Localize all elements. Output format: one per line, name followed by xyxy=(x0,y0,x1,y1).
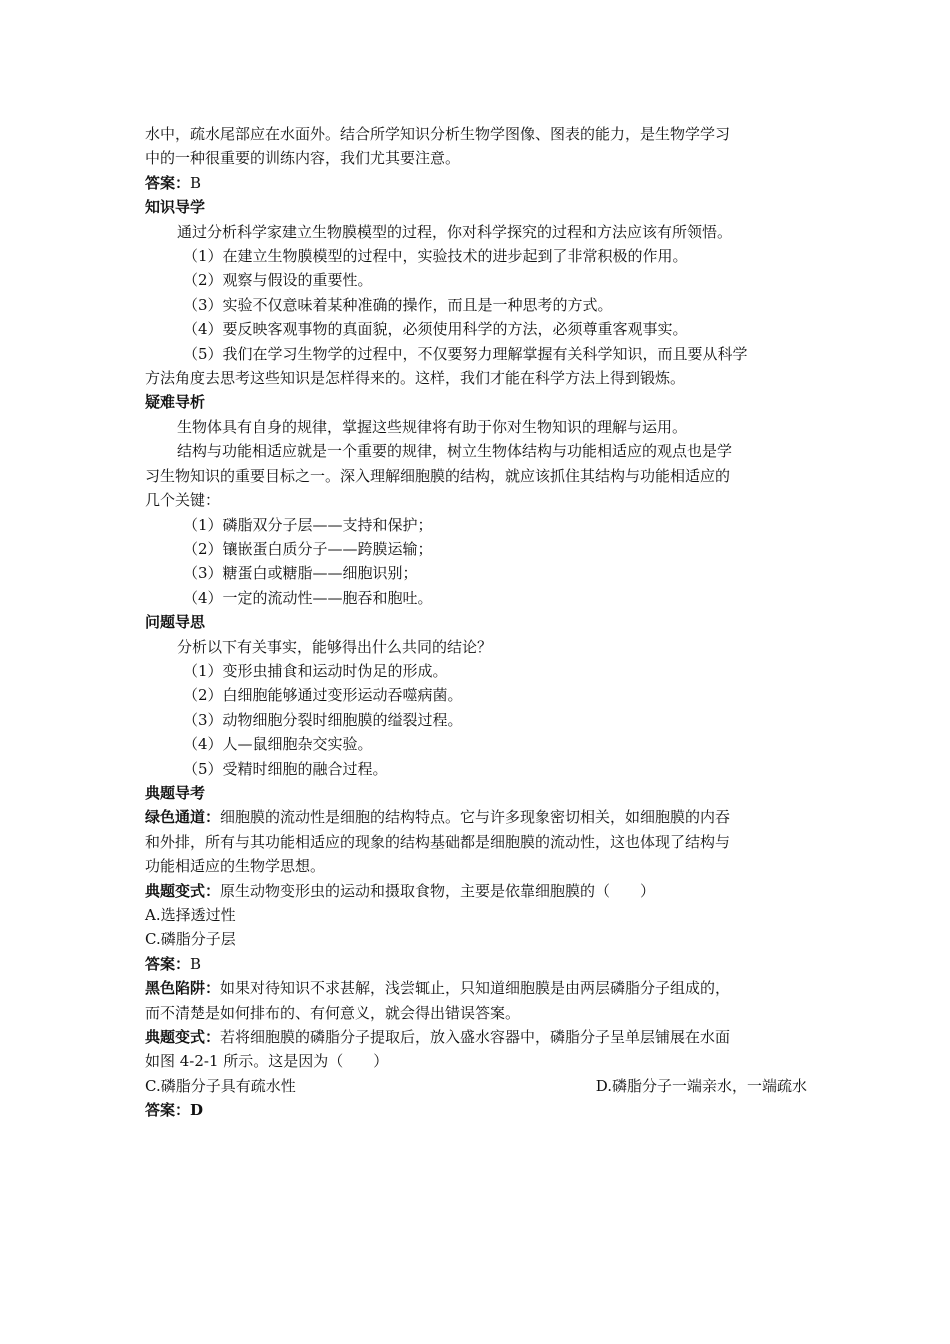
black-trap-text: 如果对待知识不求甚解，浅尝辄止，只知道细胞膜是由两层磷脂分子组成的， xyxy=(220,979,731,998)
variant-label: 典题变式： xyxy=(145,881,221,900)
black-trap-line-1 xyxy=(145,976,807,1000)
variant-text: 原生动物变形虫的运动和摄取食物，主要是依靠细胞膜的（ ） xyxy=(220,881,656,900)
question-item: （5）受精时细胞的融合过程。 xyxy=(183,759,388,778)
knowledge-item-continuation: 方法角度去思考这些知识是怎样得来的。这样，我们才能在科学方法上得到锻炼。 xyxy=(145,369,686,388)
intro-line-1: 水中，疏水尾部应在水面外。结合所学知识分析生物学图像、图表的能力，是生物学学习 xyxy=(145,125,731,143)
options-row xyxy=(145,1074,807,1098)
question-item: （1）变形虫捕食和运动时伪足的形成。 xyxy=(183,661,448,680)
question-item: （4）人—鼠细胞杂交实验。 xyxy=(183,735,373,754)
option-c: C.磷脂分子层 xyxy=(145,930,236,949)
green-channel-line-3: 功能相适应的生物学思想。 xyxy=(145,857,326,876)
variant-1-answer xyxy=(145,952,807,976)
green-channel-label: 绿色通道： xyxy=(145,808,221,827)
difficulty-item: （1）磷脂双分子层——支持和保护； xyxy=(183,515,433,534)
document-page xyxy=(145,122,807,1123)
green-channel-line-2: 和外排，所有与其功能相适应的现象的结构基础都是细胞膜的流动性，这也体现了结构与 xyxy=(145,832,731,851)
green-channel-text: 细胞膜的流动性是细胞的结构特点。它与许多现象密切相关，如细胞膜的内吞 xyxy=(220,808,731,827)
intro-line-2: 中的一种很重要的训练内容，我们尤其要注意。 xyxy=(145,149,461,168)
intro-answer xyxy=(145,171,807,195)
knowledge-item: （5）我们在学习生物学的过程中，不仅要努力理解掌握有关科学知识，而且要从科学 xyxy=(183,344,748,363)
question-item: （3）动物细胞分裂时细胞膜的缢裂过程。 xyxy=(183,710,463,729)
variant-label: 典题变式： xyxy=(145,1028,221,1047)
black-trap-line-2: 而不清楚是如何排布的、有何意义，就会得出错误答案。 xyxy=(145,1003,521,1022)
variant-question-2-line-2: 如图 4-2-1 所示。这是因为（ ） xyxy=(145,1052,389,1071)
difficulty-item: （2）镶嵌蛋白质分子——跨膜运输； xyxy=(183,539,433,558)
question-item: （2）白细胞能够通过变形运动吞噬病菌。 xyxy=(183,686,463,705)
section-heading-typical: 典题导考 xyxy=(145,783,206,802)
answer-label: 答案： xyxy=(145,954,191,973)
option-d-2: D.磷脂分子一端亲水，一端疏水 xyxy=(595,1076,807,1095)
answer-value: B xyxy=(190,173,202,192)
option-a: A.选择透过性 xyxy=(145,906,236,924)
section-heading-difficulty: 疑难导析 xyxy=(145,393,206,412)
option-c-2: C.磷脂分子具有疏水性 xyxy=(145,1076,296,1095)
difficulty-item: （3）糖蛋白或糖脂——细胞识别； xyxy=(183,564,418,583)
difficulty-para-1: 生物体具有自身的规律，掌握这些规律将有助于你对生物知识的理解与运用。 xyxy=(177,417,688,436)
black-trap-label: 黑色陷阱： xyxy=(145,979,221,998)
difficulty-para-2-line-1: 结构与功能相适应就是一个重要的规律，树立生物体结构与功能相适应的观点也是学 xyxy=(177,442,733,461)
answer-label: 答案： xyxy=(145,173,191,192)
variant-question-1 xyxy=(145,879,807,903)
knowledge-item: （1）在建立生物膜模型的过程中，实验技术的进步起到了非常积极的作用。 xyxy=(183,247,688,266)
variant-text: 若将细胞膜的磷脂分子提取后，放入盛水容器中，磷脂分子呈单层铺展在水面 xyxy=(220,1028,731,1047)
difficulty-item: （4）一定的流动性——胞吞和胞吐。 xyxy=(183,588,433,607)
knowledge-item: （3）实验不仅意味着某种准确的操作，而且是一种思考的方式。 xyxy=(183,295,613,314)
knowledge-item: （2）观察与假设的重要性。 xyxy=(183,271,373,290)
green-channel-line-1 xyxy=(145,805,807,829)
knowledge-intro: 通过分析科学家建立生物膜模型的过程，你对科学探究的过程和方法应该有所领悟。 xyxy=(177,222,733,241)
variant-2-answer: 答案：D xyxy=(145,1101,204,1120)
answer-value: B xyxy=(190,954,202,973)
question-intro: 分析以下有关事实，能够得出什么共同的结论？ xyxy=(177,637,493,656)
knowledge-item: （4）要反映客观事物的真面貌，必须使用科学的方法，必须尊重客观事实。 xyxy=(183,320,688,339)
difficulty-para-2-line-2: 习生物知识的重要目标之一。深入理解细胞膜的结构，就应该抓住其结构与功能相适应的 xyxy=(145,466,731,485)
section-heading-question: 问题导思 xyxy=(145,613,206,632)
difficulty-para-2-line-3: 几个关键： xyxy=(145,491,221,510)
variant-question-2 xyxy=(145,1025,807,1049)
section-heading-knowledge: 知识导学 xyxy=(145,198,206,217)
